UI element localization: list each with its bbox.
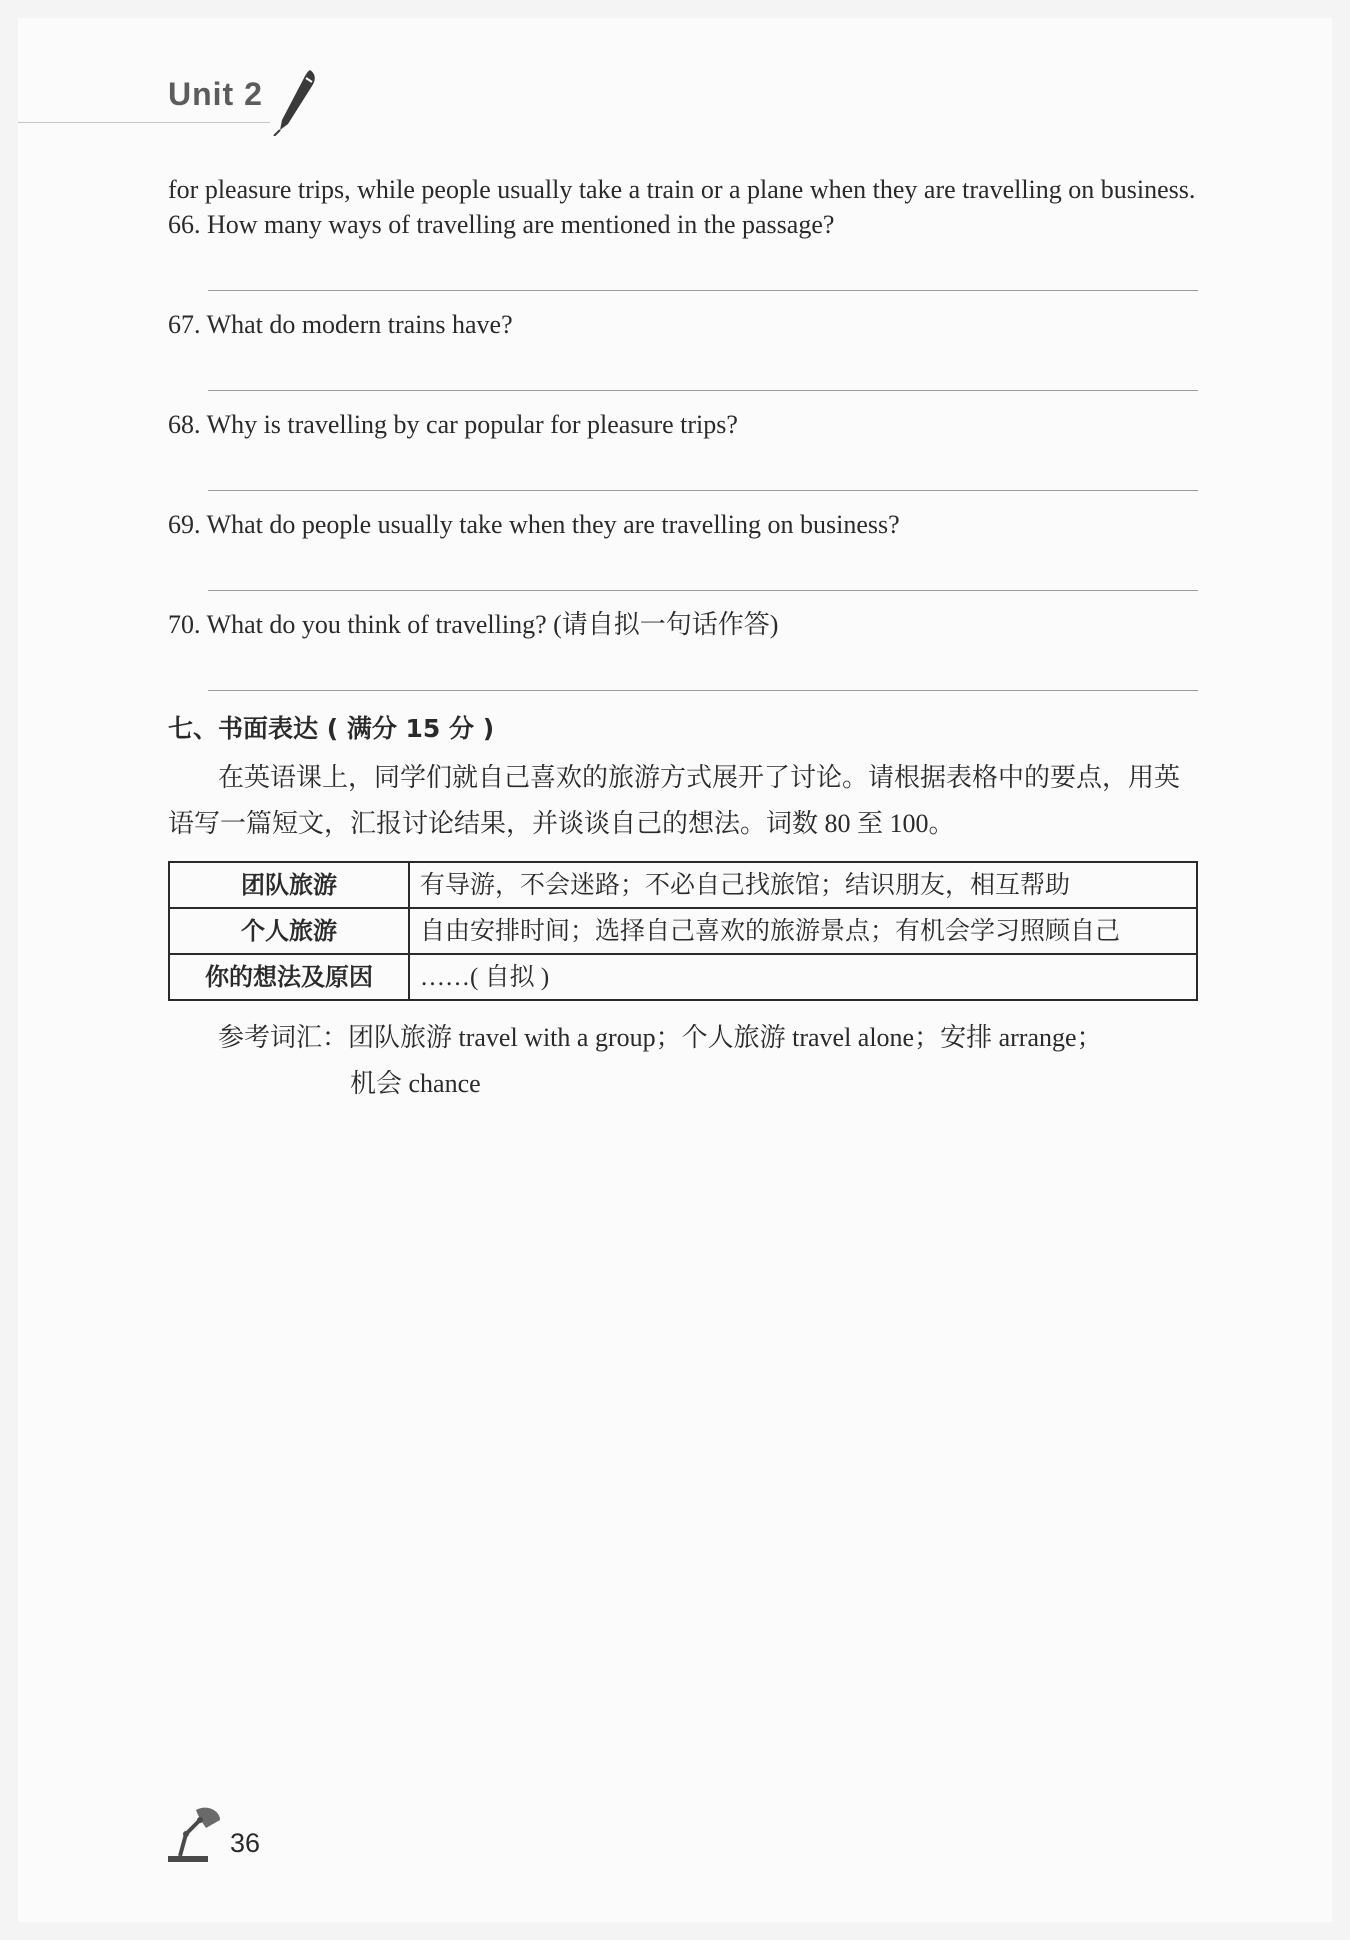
content [168,172,1198,1107]
table-row [169,862,1197,908]
row-content: 有导游，不会迷路；不必自己找旅馆；结识朋友，相互帮助 [409,862,1197,908]
passage-end: for pleasure trips, while people usually take a train or a plane when they are travelling on business. [168,175,1196,204]
question-66: 66. How many ways of travelling are mentioned in the passage? [168,210,835,239]
pen-icon [270,66,320,136]
answer-line-70[interactable] [208,656,1198,691]
row-label: 你的想法及原因 [169,954,409,1000]
table-row [169,908,1197,954]
answer-line-66[interactable] [208,256,1198,291]
reference-vocab-continued: 机会 chance [350,1069,481,1098]
row-label: 团队旅游 [169,862,409,908]
desk-lamp-icon [166,1804,224,1864]
answer-line-69[interactable] [208,556,1198,591]
reference-vocab: 参考词汇：团队旅游 travel with a group；个人旅游 travel alone；安排 arrange； [218,1023,1103,1052]
writing-instructions: 在英语课上，同学们就自己喜欢的旅游方式展开了讨论。请根据表格中的要点，用英语写一篇短文，汇报讨论结果，并谈谈自己的想法。词数 80 至 100。 [168,763,1181,838]
question-69: 69. What do people usually take when they are travelling on business? [168,510,900,539]
page-number: 36 [230,1828,261,1858]
row-content: 自由安排时间；选择自己喜欢的旅游景点；有机会学习照顾自己 [409,908,1197,954]
writing-points-table [168,861,1198,1001]
unit-heading: Unit 2 [168,76,263,112]
row-label: 个人旅游 [169,908,409,954]
header-rule [18,122,270,123]
question-67: 67. What do modern trains have? [168,310,513,339]
question-70: 70. What do you think of travelling? (请自拟一句话作答) [168,610,779,639]
writing-section-title: 七、书面表达 ( 满分 15 分 ) [168,714,495,743]
answer-line-68[interactable] [208,456,1198,491]
table-row [169,954,1197,1000]
question-68: 68. Why is travelling by car popular for pleasure trips? [168,410,738,439]
row-content: ……( 自拟 ) [409,954,1197,1000]
answer-line-67[interactable] [208,356,1198,391]
